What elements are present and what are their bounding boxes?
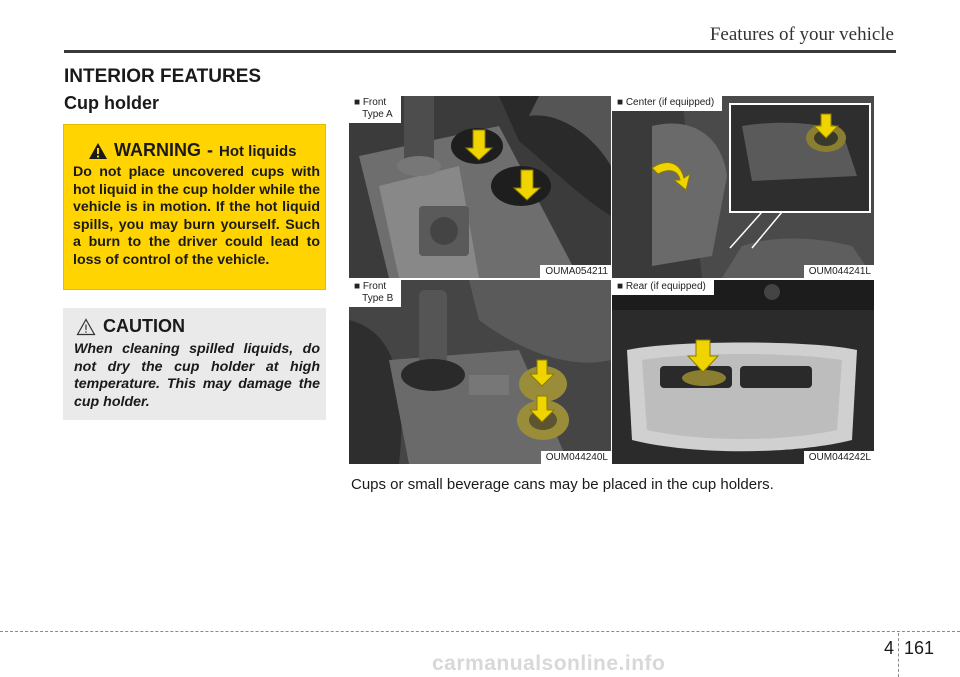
armrest-photo-illustration	[612, 96, 874, 278]
warning-box	[63, 124, 326, 290]
page-number: 161	[904, 638, 935, 658]
caution-triangle-icon	[76, 318, 96, 336]
console-photo-illustration	[349, 280, 611, 464]
photo-center	[612, 96, 874, 278]
warning-dash: -	[207, 140, 213, 160]
caption-text: Cups or small beverage cans may be placed in the cup holders.	[351, 476, 774, 493]
photo-code: OUMA054211	[540, 265, 611, 278]
caution-text: When cleaning spilled liquids, do not dry the cup holder at high temperature. This may damage the cup holder.	[74, 341, 320, 410]
panel-label: ■ Center (if equipped)	[612, 96, 722, 111]
header-rule	[64, 50, 896, 53]
caution-header	[76, 316, 185, 337]
rear-holder-photo-illustration	[612, 280, 874, 464]
photo-front-type-b	[349, 280, 611, 464]
photo-code: OUM044241L	[804, 265, 874, 278]
page-separator	[898, 633, 899, 677]
warning-text: Do not place uncovered cups with hot liquid in the cup holder while the vehicle is in motion. If the hot liquid spills, you may burn yourself. Such a burn to the driver could lead to loss of control of the vehicle.	[73, 164, 320, 268]
warning-header	[88, 140, 297, 161]
subsection-title: Cup holder	[64, 93, 159, 113]
photo-code: OUM044240L	[541, 451, 611, 464]
warning-triangle-icon	[88, 142, 108, 160]
console-photo-illustration	[349, 96, 611, 278]
header-title: Features of your vehicle	[709, 24, 894, 45]
caution-title: CAUTION	[103, 316, 185, 336]
photo-front-type-a	[349, 96, 611, 278]
section-title: INTERIOR FEATURES	[64, 66, 262, 87]
footer-rule	[0, 631, 960, 632]
panel-label: ■ Rear (if equipped)	[612, 280, 714, 295]
warning-subtitle: Hot liquids	[219, 143, 297, 160]
chapter-number: 4	[884, 638, 895, 658]
panel-label: ■ Front Type A	[349, 96, 401, 123]
photo-rear	[612, 280, 874, 464]
warning-title: WARNING	[114, 140, 201, 160]
panel-label: ■ Front Type B	[349, 280, 401, 307]
caution-box	[63, 308, 326, 420]
photo-code: OUM044242L	[804, 451, 874, 464]
watermark: carmanualsonline.info	[432, 652, 666, 675]
